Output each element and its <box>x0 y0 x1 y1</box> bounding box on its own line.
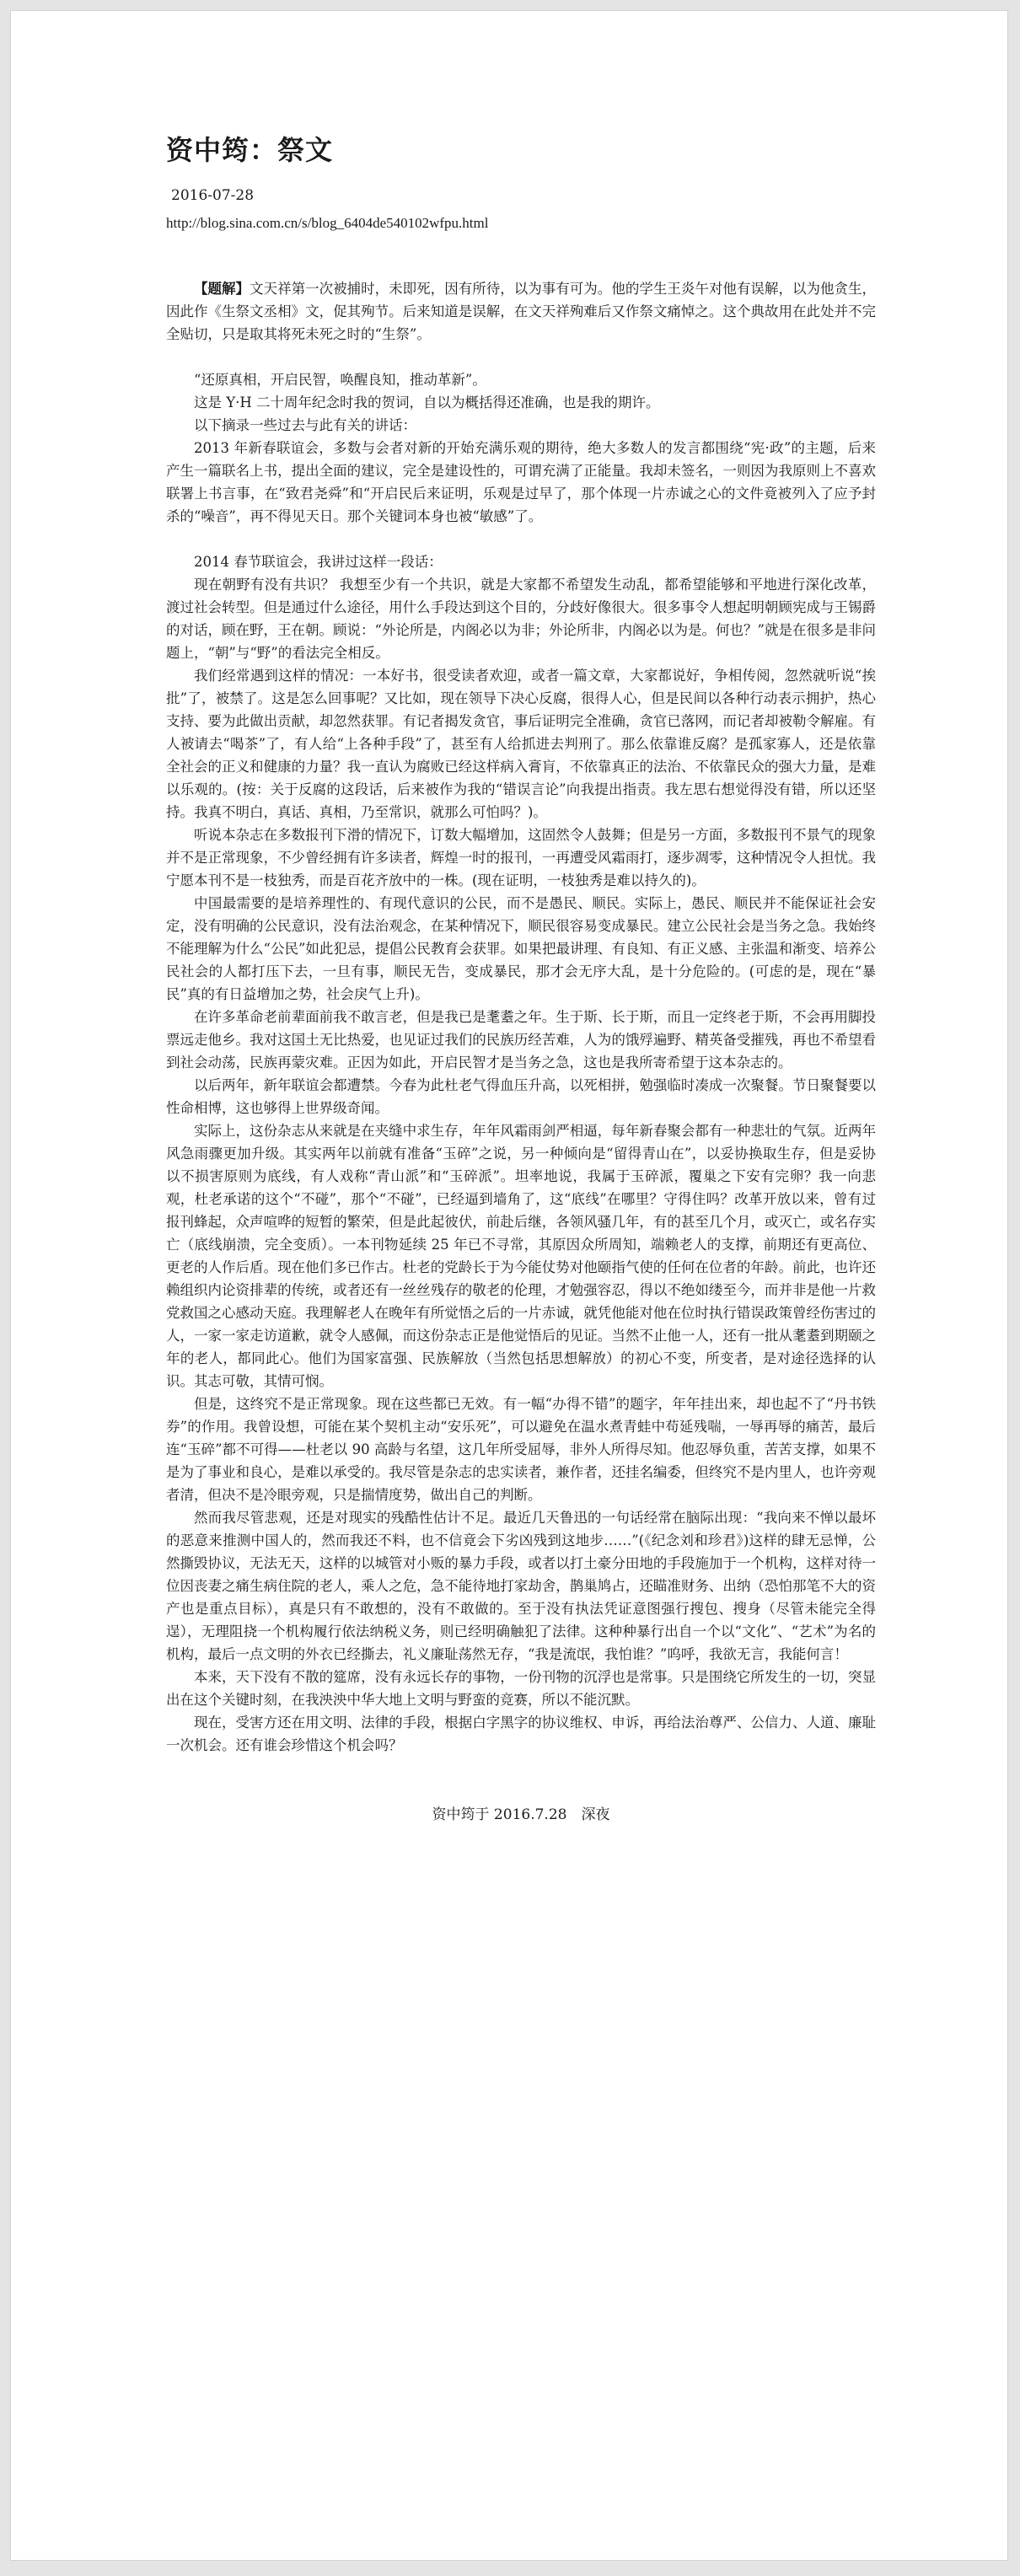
paragraph: 在许多革命老前辈面前我不敢言老，但是我已是耄耋之年。生于斯、长于斯，而且一定终老于斯，不会再用脚投票远走他乡。我对这国土无比热爱，也见证过我们的民族历经苦难，人为的饿殍遍野、精英备受摧残，再也不希望看到社会动荡，民族再蒙灾难。正因为如此，开启民智才是当务之急，这也是我所寄希望于这本杂志的。 <box>166 1008 876 1071</box>
article-title: 资中筠：祭文 <box>166 134 334 166</box>
signature: 资中筠于 2016.7.28 深夜 <box>432 1806 610 1823</box>
paragraph: 我们经常遇到这样的情况：一本好书，很受读者欢迎，或者一篇文章，大家都说好，争相传阅，忽然就听说“挨批”了，被禁了。这是怎么回事呢？又比如，现在领导下决心反腐，很得人心，但是民间以各种行动表示拥护，热心支持、要为此做出贡献，却忽然获罪。有记者揭发贪官，事后证明完全准确，贪官已落网，而记者却被勒令解雇。有人被请去“喝茶”了，有人给“上各种手段”了，甚至有人给抓进去判刑了。那么依靠谁反腐？是孤家寡人，还是依靠全社会的正义和健康的力量？我一直认为腐败已经这样病入膏肓，不依靠真正的法治、不依靠民众的强大力量，是难以乐观的。(按：关于反腐的这段话，后来被作为我的“错误言论”向我提出指责。我左思右想觉得没有错，所以还坚持。我真不明白，真话、真相，乃至常识，就那么可怕吗？)。 <box>166 667 876 820</box>
intro-tag: 【题解】 <box>194 280 250 297</box>
paragraph: 现在朝野有没有共识？ 我想至少有一个共识，就是大家都不希望发生动乱，都希望能够和平地进行深化改革，渡过社会转型。但是通过什么途径，用什么手段达到这个目的，分歧好像很大。很多事令人想起明朝顾宪成与王锡爵的对话，顾在野，王在朝。顾说：“外论所是，内阁必以为非；外论所非，内阁必以为是。何也？”就是在很多是非问题上，“朝”与“野”的看法完全相反。 <box>166 576 876 661</box>
paragraph: “还原真相，开启民智，唤醒良知，推动革新”。 <box>194 371 486 388</box>
article <box>166 134 876 1826</box>
paragraph: 本来，天下没有不散的筵席，没有永远长存的事物，一份刊物的沉浮也是常事。只是围绕它所发生的一切，突显出在这个关键时刻，在我泱泱中华大地上文明与野蛮的竞赛，所以不能沉默。 <box>166 1668 876 1708</box>
paragraph: 但是，这终究不是正常现象。现在这些都已无效。有一幅“办得不错”的题字，年年挂出来，却也起不了“丹书铁券”的作用。我曾设想，可能在某个契机主动“安乐死”，可以避免在温水煮青蛙中苟延残喘，一辱再辱的痛苦，最后连“玉碎”都不可得——杜老以 90 高龄与名望，这几年所受屈辱，非外人所得尽知。他忍辱负重，苦苦支撑，如果不是为了事业和良心，是难以承受的。我尽管是杂志的忠实读者，兼作者，还挂名编委，但终究不是内里人，也许旁观者清，但决不是冷眼旁观，只是揣情度势，做出自己的判断。 <box>166 1395 876 1503</box>
paragraph: 听说本杂志在多数报刊下滑的情况下，订数大幅增加，这固然令人鼓舞；但是另一方面，多数报刊不景气的现象并不是正常现象，不少曾经拥有许多读者，辉煌一时的报刊，一再遭受风霜雨打，逐步凋零，这种情况令人担忧。我宁愿本刊不是一枝独秀，而是百花齐放中的一株。(现在证明，一枝独秀是难以持久的)。 <box>166 826 876 888</box>
paragraph: 中国最需要的是培养理性的、有现代意识的公民，而不是愚民、顺民。实际上，愚民、顺民并不能保证社会安定，没有明确的公民意识，没有法治观念，在某种情况下，顺民很容易变成暴民。建立公民社会是当务之急。我始终不能理解为什么“公民”如此犯忌，提倡公民教育会获罪。如果把最讲理、有良知、有正义感、主张温和渐变、培养公民社会的人都打压下去，一旦有事，顺民无告，变成暴民，那才会无序大乱，是十分危险的。(可虑的是，现在“暴民”真的有日益增加之势，社会戾气上升)。 <box>166 894 876 1002</box>
paragraph: 2013 年新春联谊会，多数与会者对新的开始充满乐观的期待，绝大多数人的发言都围绕“宪·政”的主题，后来产生一篇联名上书，提出全面的建议，完全是建设性的，可谓充满了正能量。我却未签名，一则因为我原则上不喜欢联署上书言事，在“致君尧舜”和“开启民后来证明，乐观是过早了，那个体现一片赤诚之心的文件竟被列入了应予封杀的“噪音”，再不得见天日。那个关键词本身也被“敏感”了。 <box>166 439 876 524</box>
paragraph: 以后两年，新年联谊会都遭禁。今春为此杜老气得血压升高，以死相拼，勉强临时凑成一次聚餐。节日聚餐要以性命相博，这也够得上世界级奇闻。 <box>166 1076 876 1116</box>
paragraph: 2014 春节联谊会，我讲过这样一段话： <box>194 553 443 570</box>
page-sheet <box>10 10 1008 2561</box>
paragraph: 现在，受害方还在用文明、法律的手段，根据白字黑字的协议维权、申诉，再给法治尊严、公信力、人道、廉耻一次机会。还有谁会珍惜这个机会吗？ <box>166 1714 876 1753</box>
intro-text: 文天祥第一次被捕时，未即死，因有所待，以为事有可为。他的学生王炎午对他有误解，以为他贪生，因此作《生祭文丞相》文，促其殉节。后来知道是误解，在文天祥殉难后又作祭文痛悼之。这个典故用在此处并不完全贴切，只是取其将死未死之时的“生祭”。 <box>166 280 877 342</box>
paragraph: 实际上，这份杂志从来就是在夹缝中求生存，年年风霜雨剑严相逼，每年新春聚会都有一种悲壮的气氛。近两年风急雨骤更加升级。其实两年以前就有准备“玉碎”之说，另一种倾向是“留得青山在”，以妥协换取生存，但是妥协以不损害原则为底线，有人戏称“青山派”和“玉碎派”。坦率地说，我属于玉碎派，覆巢之下安有完卵？我一向悲观，杜老承诺的这个“不碰”，那个“不碰”，已经逼到墙角了，这“底线”在哪里？守得住吗？改革开放以来，曾有过报刊蜂起，众声喧哗的短暂的繁荣，但是此起彼伏，前赴后继，各领风骚几年，有的甚至几个月，或灭亡，或名存实亡（底线崩溃，完全变质）。一本刊物延续 25 年已不寻常，其原因众所周知，端赖老人的支撑，前期还有更高位、更老的人作后盾。现在他们多已作古。杜老的党龄长于为今能仗势对他颐指气使的任何在位者的年龄。前此，也许还赖组织内论资排辈的传统，或者还有一丝丝残存的敬老的伦理，才勉强容忍，得以不绝如缕至今，而并非是他一片救党救国之心感动天庭。我理解老人在晚年有所觉悟之后的一片赤诚，就凭他能对他在位时执行错误政策曾经伤害过的人，一家一家走访道歉，就令人感佩，而这份杂志正是他觉悟后的见证。当然不止他一人，还有一批从耄耋到期颐之年的老人，都同此心。他们为国家富强、民族解放（当然包括思想解放）的初心不变，所变者，是对途径选择的认识。其志可敬，其情可悯。 <box>166 1122 876 1389</box>
paragraph: 这是 Y·H 二十周年纪念时我的贺词，自以为概括得还准确，也是我的期许。 <box>194 394 660 411</box>
article-date: 2016-07-28 <box>171 187 255 205</box>
paragraph: 以下摘录一些过去与此有关的讲话： <box>194 416 416 433</box>
article-url[interactable]: http://blog.sina.com.cn/s/blog_6404de540102wfpu.html <box>166 215 489 232</box>
article-body <box>166 277 876 1757</box>
intro-paragraph <box>166 277 876 346</box>
paragraph: 然而我尽管悲观，还是对现实的残酷性估计不足。最近几天鲁迅的一句话经常在脑际出现：“我向来不惮以最坏的恶意来推测中国人的，然而我还不料，也不信竟会下劣凶残到这地步……”(《纪念刘和珍君》)这样的肆无忌惮，公然撕毁协议，无法无天，这样的以城管对小贩的暴力手段，或者以打土豪分田地的手段施加于一个机构，这样对待一位因丧妻之痛生病住院的老人，乘人之危，急不能待地打家劫舍，鹊巢鸠占，还瞄准财务、出纳（恐怕那笔不大的资产也是重点目标），真是只有不敢想的，没有不敢做的。至于没有执法凭证意图强行搜包、搜身（尽管未能完全得逞），无理阻挠一个机构履行依法纳税义务，则已经明确触犯了法律。这种种暴行出自一个以“文化”、“艺术”为名的机构，最后一点文明的外衣已经撕去，礼义廉耻荡然无存，“我是流氓，我怕谁？”呜呼，我欲无言，我能何言！ <box>166 1509 876 1662</box>
